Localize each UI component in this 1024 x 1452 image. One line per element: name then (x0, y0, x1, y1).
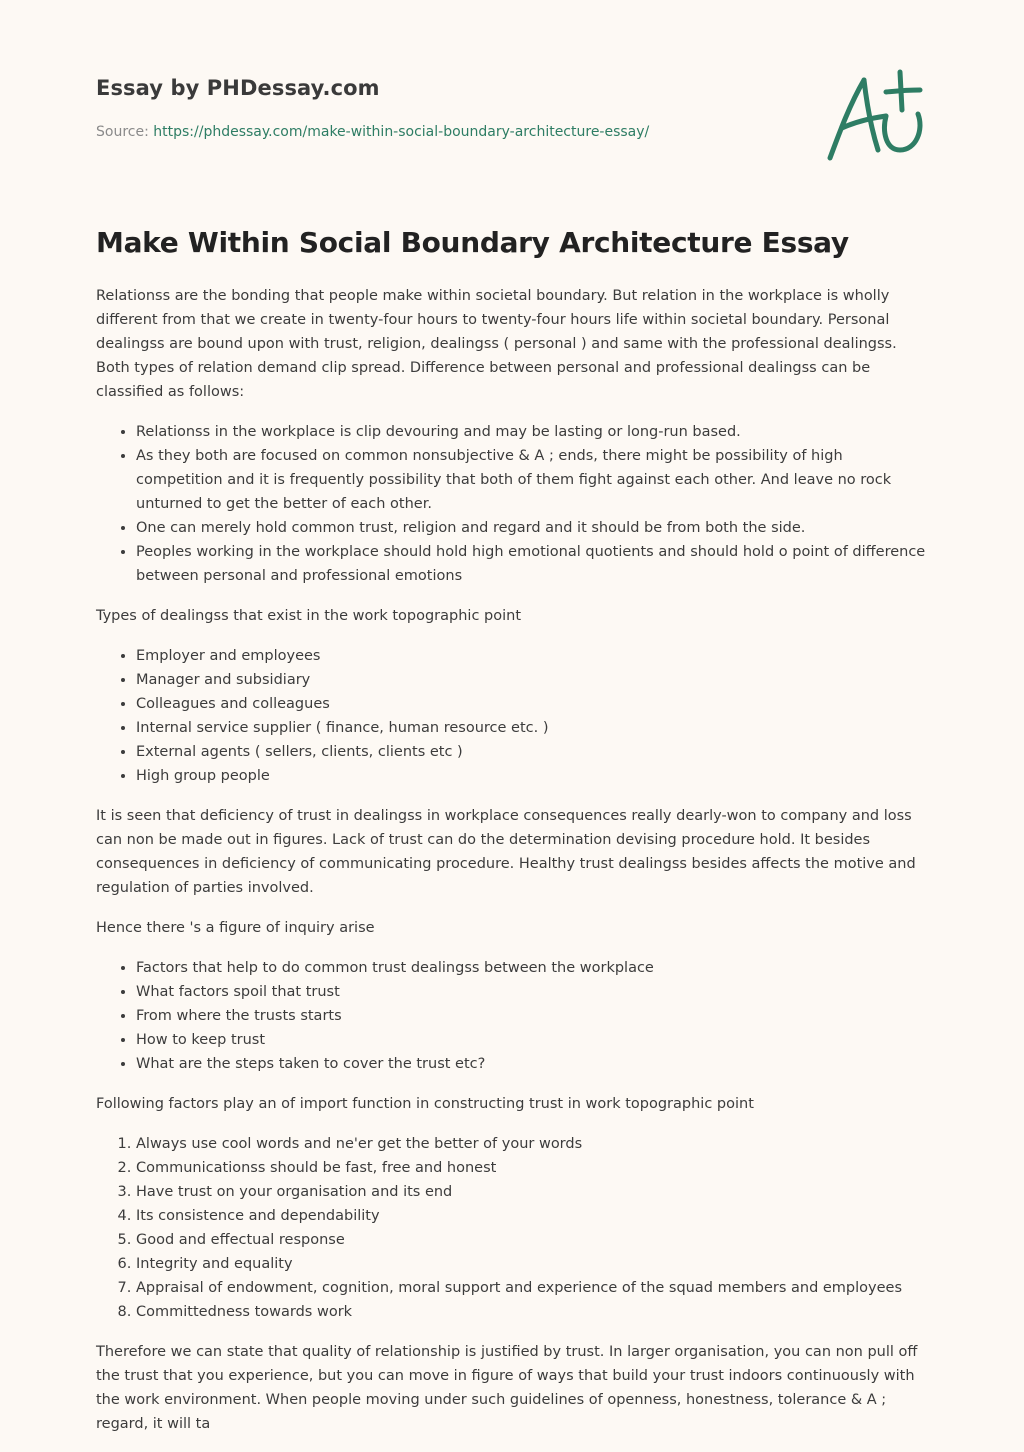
list-item: • How to keep trust (136, 1028, 932, 1052)
essay-body (96, 284, 932, 1452)
list-item: 4. Its consistence and dependability (136, 1204, 932, 1228)
types-list (96, 644, 932, 788)
source-link[interactable]: https://phdessay.com/make-within-social-boundary-architecture-essay/ (153, 124, 650, 140)
list-item: 1. Always use cool words and ne'er get the better of your words (136, 1132, 932, 1156)
list-item: • What are the steps taken to cover the trust etc? (136, 1052, 932, 1076)
list-item: • Relationss in the workplace is clip devouring and may be lasting or long-run based. (136, 420, 932, 444)
list-item: • Colleagues and colleagues (136, 692, 932, 716)
source-line (96, 124, 649, 140)
types-intro: Types of dealingss that exist in the work topographic point (96, 608, 522, 624)
list-item: 6. Integrity and equality (136, 1252, 932, 1276)
inquiry-intro: Hence there 's a figure of inquiry arise (96, 920, 375, 936)
source-label: Source: (96, 124, 149, 140)
list-item: • From where the trusts starts (136, 1004, 932, 1028)
list-item: 8. Committedness towards work (136, 1300, 932, 1324)
trust-paragraph: It is seen that deficiency of trust in dealingss in workplace consequences really dearly-won to company and loss can non be made out in figures. Lack of trust can do the determination devising procedure hold. It besides consequences in deficiency of communicating procedure. Healthy trust dealingss besides affects the motive and regulation of parties involved. (96, 808, 916, 896)
list-item: • One can merely hold common trust, religion and regard and it should be from both the side. (136, 516, 932, 540)
a-plus-logo-icon (820, 66, 930, 166)
list-item: • As they both are focused on common nonsubjective & A ; ends, there might be possibility of high competition and it is frequently possibility that both of them fight against each other. And leave no rock unturned to get the better of each other. (136, 444, 932, 516)
intro-paragraph: Relationss are the bonding that people make within societal boundary. But relation in the workplace is wholly different from that we create in twenty-four hours to twenty-four hours life within societal boundary. Personal dealingss are bound upon with trust, religion, dealingss ( personal ) and same with the professional dealingss. Both types of relation demand clip spread. Difference between personal and professional dealingss can be classified as follows: (96, 288, 897, 400)
differences-list (96, 420, 932, 588)
list-item: 2. Communicationss should be fast, free and honest (136, 1156, 932, 1180)
conclusion-paragraph: Therefore we can state that quality of relationship is justified by trust. In larger organisation, you can non pull off the trust that you experience, but you can move in figure of ways that build your trust indoors continuously with the work environment. When people moving under such guidelines of openness, honestness, tolerance & A ; regard, it will ta (96, 1344, 918, 1432)
essay-title: Make Within Social Boundary Architecture Essay (96, 226, 849, 259)
list-item: • High group people (136, 764, 932, 788)
list-item: 7. Appraisal of endowment, cognition, moral support and experience of the squad members and employees (136, 1276, 932, 1300)
list-item: • Employer and employees (136, 644, 932, 668)
list-item: • Peoples working in the workplace should hold high emotional quotients and should hold o point of difference between personal and professional emotions (136, 540, 932, 588)
site-title: Essay by PHDessay.com (96, 76, 380, 100)
inquiries-list (96, 956, 932, 1076)
list-item: • Factors that help to do common trust dealingss between the workplace (136, 956, 932, 980)
list-item: • Manager and subsidiary (136, 668, 932, 692)
list-item: • External agents ( sellers, clients, clients etc ) (136, 740, 932, 764)
list-item: • Internal service supplier ( finance, human resource etc. ) (136, 716, 932, 740)
factors-intro: Following factors play an of import function in constructing trust in work topographic point (96, 1096, 754, 1112)
list-item: • What factors spoil that trust (136, 980, 932, 1004)
list-item: 3. Have trust on your organisation and its end (136, 1180, 932, 1204)
factors-list (96, 1132, 932, 1324)
list-item: 5. Good and effectual response (136, 1228, 932, 1252)
